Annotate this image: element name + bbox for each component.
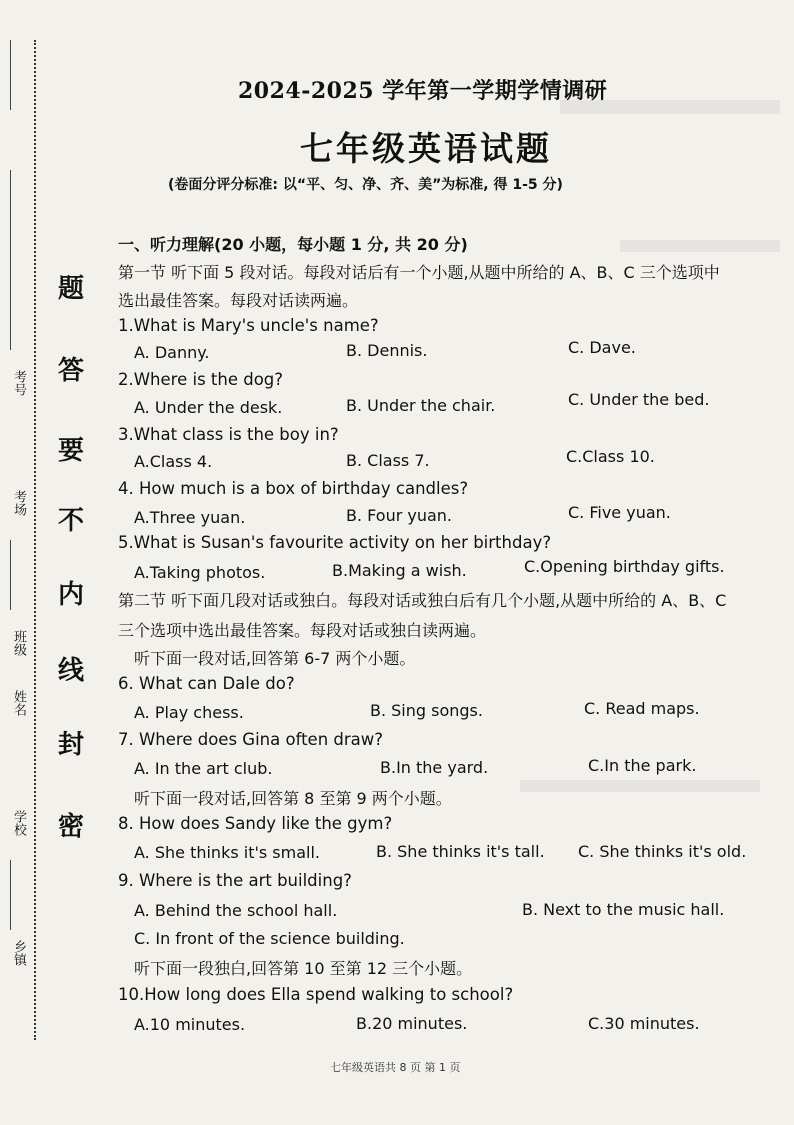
exam-subtitle: 七年级英语试题 bbox=[300, 129, 552, 168]
answer-underline bbox=[10, 170, 27, 350]
option-b: B. Next to the music hall. bbox=[522, 900, 725, 919]
option-b: B.In the yard. bbox=[380, 758, 489, 777]
section-instruction: 第二节 听下面几段对话或独白。每段对话或独白后有几个小题,从题中所给的 A、B、C bbox=[118, 591, 727, 610]
label-exam-room: 考场 bbox=[11, 490, 26, 516]
question-text: 7. Where does Gina often draw? bbox=[118, 730, 384, 749]
answer-underline bbox=[10, 40, 27, 110]
option-c: C.In the park. bbox=[588, 756, 697, 775]
section-instruction: 三个选项中选出最佳答案。每段对话或独白读两遍。 bbox=[118, 621, 487, 640]
seal-char: 答 bbox=[57, 356, 84, 386]
question-text: 1.What is Mary's uncle's name? bbox=[118, 316, 379, 335]
option-b: B. Sing songs. bbox=[370, 701, 483, 720]
option-b: B. Class 7. bbox=[346, 451, 430, 470]
answer-underline bbox=[10, 860, 27, 930]
seal-char: 封 bbox=[57, 730, 84, 760]
seal-char: 内 bbox=[57, 580, 84, 610]
listening-instruction: 听下面一段对话,回答第 8 至第 9 两个小题。 bbox=[134, 789, 452, 808]
option-c: C. In front of the science building. bbox=[134, 929, 405, 948]
seal-line bbox=[34, 40, 36, 1040]
option-c: C.30 minutes. bbox=[588, 1014, 700, 1033]
option-b: B. Dennis. bbox=[346, 341, 428, 360]
section-instruction: 第一节 听下面 5 段对话。每段对话后有一个小题,从题中所给的 A、B、C 三个选项中 bbox=[118, 263, 720, 282]
question-text: 6. What can Dale do? bbox=[118, 674, 295, 693]
label-class: 班级 bbox=[11, 630, 26, 656]
question-text: 8. How does Sandy like the gym? bbox=[118, 814, 393, 833]
question-text: 3.What class is the boy in? bbox=[118, 425, 339, 444]
option-c: C. Dave. bbox=[568, 338, 636, 357]
seal-char: 不 bbox=[57, 506, 84, 536]
option-a: A. She thinks it's small. bbox=[134, 843, 320, 862]
part-heading: 一、听力理解(20 小题，每小题 1 分, 共 20 分) bbox=[118, 235, 468, 254]
option-a: A. In the art club. bbox=[134, 759, 273, 778]
label-name: 姓名 bbox=[11, 690, 26, 716]
binding-strip bbox=[0, 0, 100, 1125]
option-b: B. Under the chair. bbox=[346, 396, 496, 415]
seal-char: 线 bbox=[57, 656, 84, 686]
option-c: C. Read maps. bbox=[584, 699, 700, 718]
seal-char: 要 bbox=[57, 436, 84, 466]
seal-char: 密 bbox=[57, 812, 84, 842]
question-text: 2.Where is the dog? bbox=[118, 370, 284, 389]
page-footer: 七年级英语共 8 页 第 1 页 bbox=[330, 1061, 461, 1074]
option-a: A.Taking photos. bbox=[134, 563, 266, 582]
option-a: A. Play chess. bbox=[134, 703, 244, 722]
option-a: A.10 minutes. bbox=[134, 1015, 246, 1034]
option-a: A. Under the desk. bbox=[134, 398, 283, 417]
option-c: C.Class 10. bbox=[566, 447, 655, 466]
seal-char: 题 bbox=[57, 274, 84, 304]
option-b: B.20 minutes. bbox=[356, 1014, 468, 1033]
question-text: 10.How long does Ella spend walking to school? bbox=[118, 985, 514, 1004]
label-town: 乡镇 bbox=[11, 940, 26, 966]
listening-instruction: 听下面一段独白,回答第 10 至第 12 三个小题。 bbox=[134, 959, 473, 978]
option-c: C. Five yuan. bbox=[568, 503, 671, 522]
option-b: B. She thinks it's tall. bbox=[376, 842, 545, 861]
answer-underline bbox=[10, 540, 27, 610]
option-a: A.Three yuan. bbox=[134, 508, 246, 527]
option-a: A. Danny. bbox=[134, 343, 210, 362]
option-c: C. She thinks it's old. bbox=[578, 842, 747, 861]
option-a: A. Behind the school hall. bbox=[134, 901, 338, 920]
label-school: 学校 bbox=[11, 810, 26, 836]
listening-instruction: 听下面一段对话,回答第 6-7 两个小题。 bbox=[134, 649, 416, 668]
bleed-through-shadow bbox=[620, 240, 780, 252]
section-instruction: 选出最佳答案。每段对话读两遍。 bbox=[118, 291, 359, 310]
exam-title: 2024-2025 学年第一学期学情调研 bbox=[238, 78, 608, 104]
bleed-through-shadow bbox=[520, 780, 760, 792]
question-text: 5.What is Susan's favourite activity on her birthday? bbox=[118, 533, 552, 552]
option-b: B.Making a wish. bbox=[332, 561, 467, 580]
label-exam-number: 考号 bbox=[11, 370, 26, 396]
question-text: 4. How much is a box of birthday candles? bbox=[118, 479, 469, 498]
option-c: C. Under the bed. bbox=[568, 390, 710, 409]
option-a: A.Class 4. bbox=[134, 452, 213, 471]
option-c: C.Opening birthday gifts. bbox=[524, 557, 725, 576]
option-b: B. Four yuan. bbox=[346, 506, 453, 525]
scoring-note: (卷面分评分标准: 以“平、匀、净、齐、美”为标准, 得 1-5 分) bbox=[168, 177, 563, 193]
question-text: 9. Where is the art building? bbox=[118, 871, 352, 890]
